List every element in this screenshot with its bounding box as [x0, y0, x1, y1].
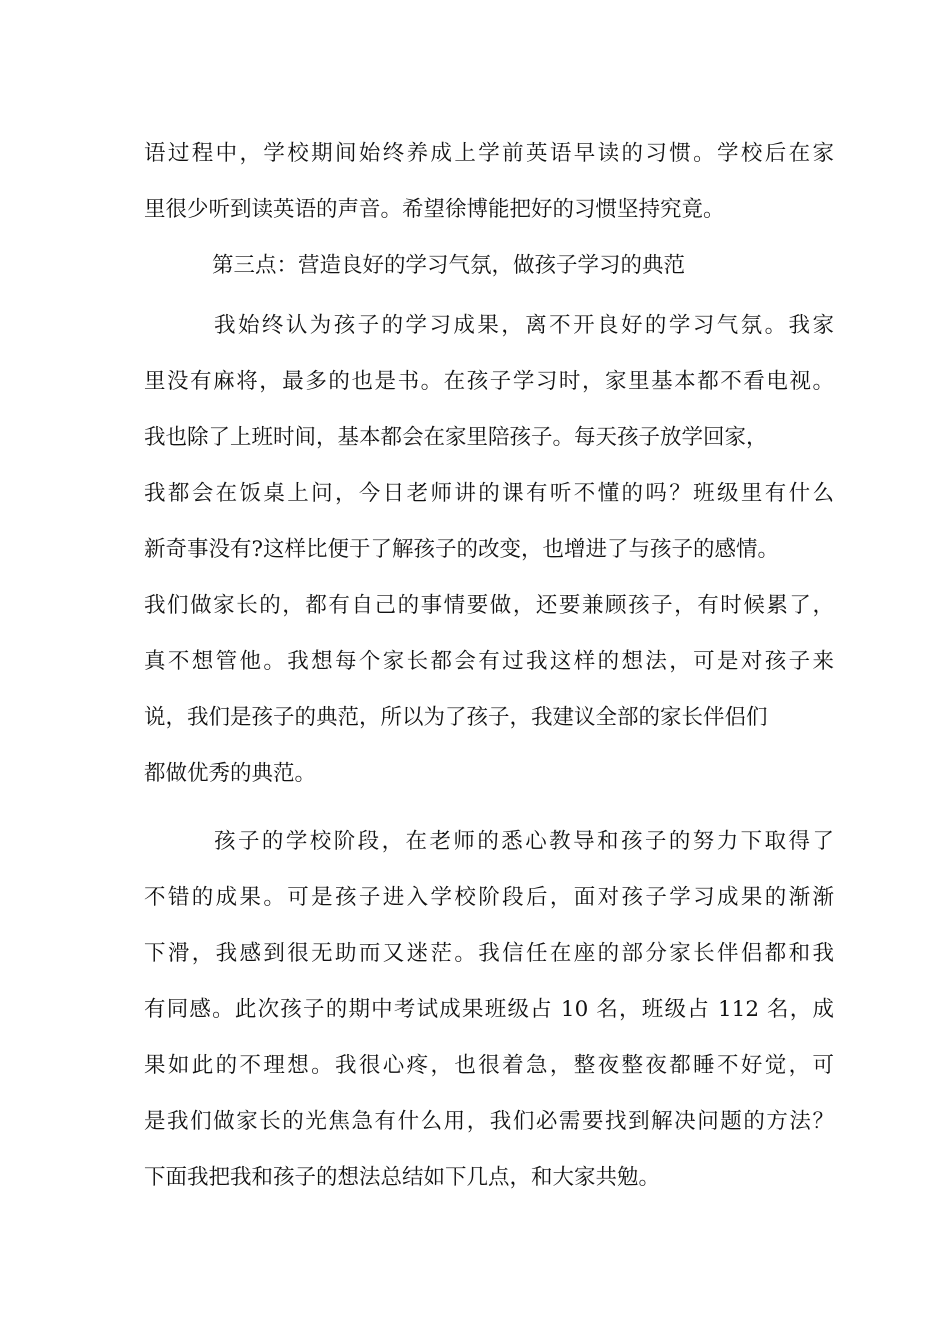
paragraph-line-17: 果如此的不理想。我很心疼，也很着急，整夜整夜都睡不好觉，可	[144, 1053, 834, 1078]
paragraph-line-2: 里很少听到读英语的声音。希望徐博能把好的习惯坚持究竟。	[144, 197, 725, 222]
paragraph-line-13: 孩子的学校阶段，在老师的悉心教导和孩子的努力下取得了	[214, 829, 834, 854]
paragraph-line-16: 有同感。此次孩子的期中考试成果班级占 10 名，班级占 112 名，成	[144, 997, 834, 1022]
paragraph-line-15: 下滑，我感到很无助而又迷茫。我信任在座的部分家长伴侣都和我	[144, 941, 834, 966]
paragraph-line-11: 说，我们是孩子的典范，所以为了孩子，我建议全部的家长伴侣们	[144, 705, 768, 730]
paragraph-line-6: 我也除了上班时间，基本都会在家里陪孩子。每天孩子放学回家，	[144, 425, 768, 450]
paragraph-line-8: 新奇事没有?这样比便于了解孩子的改变，也增进了与孩子的感情。	[144, 537, 780, 562]
paragraph-line-5: 里没有麻将，最多的也是书。在孩子学习时，家里基本都不看电视。	[144, 369, 834, 394]
paragraph-line-18: 是我们做家长的光焦急有什么用，我们必需要找到解决问题的方法？	[144, 1109, 834, 1134]
paragraph-line-1: 语过程中，学校期间始终养成上学前英语早读的习惯。学校后在家	[144, 141, 834, 166]
paragraph-line-14: 不错的成果。可是孩子进入学校阶段后，面对孩子学习成果的渐渐	[144, 885, 834, 910]
paragraph-line-19: 下面我把我和孩子的想法总结如下几点，和大家共勉。	[144, 1165, 661, 1190]
paragraph-line-4: 我始终认为孩子的学习成果，离不开良好的学习气氛。我家	[214, 313, 834, 338]
paragraph-line-9: 我们做家长的，都有自己的事情要做，还要兼顾孩子，有时候累了，	[144, 593, 834, 618]
paragraph-line-7: 我都会在饭桌上问，今日老师讲的课有听不懂的吗？班级里有什么	[144, 481, 834, 506]
paragraph-line-10: 真不想管他。我想每个家长都会有过我这样的想法，可是对孩子来	[144, 649, 834, 674]
section-heading: 第三点：营造良好的学习气氛，做孩子学习的典范	[212, 253, 686, 278]
paragraph-line-12: 都做优秀的典范。	[144, 761, 317, 786]
